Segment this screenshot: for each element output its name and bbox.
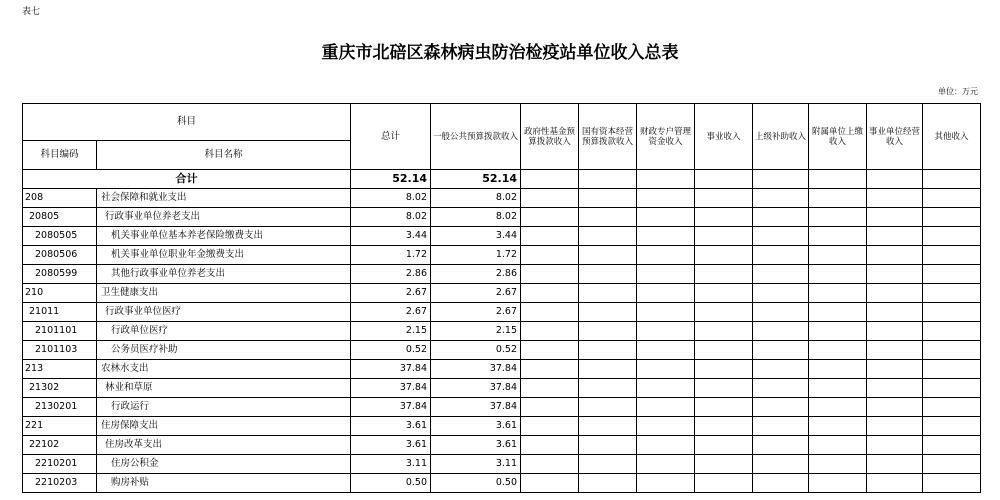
row-general-budget: 0.52 [431, 341, 521, 360]
subject-code: 221 [23, 417, 97, 436]
empty-cell [579, 303, 637, 322]
empty-cell [923, 474, 981, 493]
col-header-other-income: 其他收入 [923, 104, 981, 170]
empty-cell [521, 170, 579, 189]
empty-cell [695, 436, 753, 455]
table-row [23, 360, 981, 379]
empty-cell [867, 341, 923, 360]
empty-cell [867, 189, 923, 208]
empty-cell [637, 227, 695, 246]
subject-name: 卫生健康支出 [97, 284, 351, 303]
empty-cell [809, 360, 867, 379]
row-total: 1.72 [351, 246, 431, 265]
subject-code: 22102 [23, 436, 97, 455]
empty-cell [753, 379, 809, 398]
empty-cell [637, 398, 695, 417]
empty-cell [695, 455, 753, 474]
empty-cell [521, 322, 579, 341]
subject-code: 21011 [23, 303, 97, 322]
subject-name: 行政运行 [97, 398, 351, 417]
empty-cell [521, 474, 579, 493]
subject-code: 2101103 [23, 341, 97, 360]
empty-cell [637, 474, 695, 493]
name-header: 科目名称 [97, 141, 351, 170]
subject-code: 2210203 [23, 474, 97, 493]
empty-cell [753, 341, 809, 360]
row-general-budget: 37.84 [431, 360, 521, 379]
empty-cell [521, 208, 579, 227]
row-total: 8.02 [351, 208, 431, 227]
empty-cell [637, 341, 695, 360]
total-label: 合计 [23, 170, 351, 189]
empty-cell [695, 379, 753, 398]
empty-cell [809, 398, 867, 417]
table-row [23, 379, 981, 398]
empty-cell [579, 455, 637, 474]
subject-name: 住房保障支出 [97, 417, 351, 436]
row-general-budget: 1.72 [431, 246, 521, 265]
subject-name: 其他行政事业单位养老支出 [97, 265, 351, 284]
table-row [23, 455, 981, 474]
subject-code: 208 [23, 189, 97, 208]
empty-cell [867, 208, 923, 227]
empty-cell [867, 265, 923, 284]
empty-cell [521, 246, 579, 265]
subject-name: 机关事业单位职业年金缴费支出 [97, 246, 351, 265]
table-number-label: 表七 [22, 7, 41, 17]
empty-cell [521, 417, 579, 436]
table-row [23, 208, 981, 227]
table-row [23, 189, 981, 208]
subject-name: 行政事业单位养老支出 [97, 208, 351, 227]
row-general-budget: 37.84 [431, 379, 521, 398]
empty-cell [695, 341, 753, 360]
col-header-fund-budget: 政府性基金预算拨款收入 [521, 104, 579, 170]
empty-cell [923, 227, 981, 246]
table-row [23, 417, 981, 436]
empty-cell [579, 246, 637, 265]
empty-cell [521, 398, 579, 417]
empty-cell [695, 322, 753, 341]
empty-cell [753, 227, 809, 246]
empty-cell [809, 189, 867, 208]
empty-cell [923, 265, 981, 284]
empty-cell [695, 189, 753, 208]
empty-cell [521, 189, 579, 208]
subject-code: 2210201 [23, 455, 97, 474]
subject-name: 住房改革支出 [97, 436, 351, 455]
empty-cell [695, 303, 753, 322]
empty-cell [809, 303, 867, 322]
page-title: 重庆市北碚区森林病虫防治检疫站单位收入总表 [321, 43, 679, 63]
row-general-budget: 3.61 [431, 436, 521, 455]
empty-cell [637, 170, 695, 189]
income-summary-table [22, 103, 981, 493]
empty-cell [579, 284, 637, 303]
empty-cell [695, 284, 753, 303]
row-general-budget: 8.02 [431, 208, 521, 227]
empty-cell [695, 360, 753, 379]
empty-cell [809, 341, 867, 360]
empty-cell [753, 322, 809, 341]
row-total: 2.86 [351, 265, 431, 284]
empty-cell [579, 474, 637, 493]
empty-cell [923, 455, 981, 474]
row-total: 37.84 [351, 360, 431, 379]
empty-cell [521, 227, 579, 246]
empty-cell [637, 360, 695, 379]
empty-cell [695, 170, 753, 189]
empty-cell [867, 322, 923, 341]
table-row [23, 398, 981, 417]
empty-cell [695, 208, 753, 227]
row-total: 37.84 [351, 379, 431, 398]
empty-cell [753, 360, 809, 379]
empty-cell [579, 379, 637, 398]
empty-cell [637, 189, 695, 208]
row-general-budget: 2.15 [431, 322, 521, 341]
empty-cell [923, 417, 981, 436]
total-general-budget: 52.14 [431, 170, 521, 189]
row-general-budget: 2.67 [431, 284, 521, 303]
row-total: 3.44 [351, 227, 431, 246]
subject-header: 科目 [23, 104, 351, 141]
col-header-general-budget: 一般公共预算拨款收入 [431, 104, 521, 170]
empty-cell [637, 436, 695, 455]
col-header-affiliate-remit: 附属单位上缴收入 [809, 104, 867, 170]
empty-cell [753, 417, 809, 436]
table-row [23, 284, 981, 303]
subject-name: 行政单位医疗 [97, 322, 351, 341]
col-header-operating-income: 事业单位经营收入 [867, 104, 923, 170]
subject-code: 213 [23, 360, 97, 379]
row-total: 2.67 [351, 284, 431, 303]
empty-cell [867, 379, 923, 398]
table-row [23, 303, 981, 322]
subject-name: 公务员医疗补助 [97, 341, 351, 360]
empty-cell [521, 265, 579, 284]
row-general-budget: 0.50 [431, 474, 521, 493]
empty-cell [579, 170, 637, 189]
row-total: 3.61 [351, 417, 431, 436]
empty-cell [867, 227, 923, 246]
empty-cell [579, 341, 637, 360]
row-total: 3.61 [351, 436, 431, 455]
row-general-budget: 3.11 [431, 455, 521, 474]
empty-cell [923, 360, 981, 379]
row-general-budget: 8.02 [431, 189, 521, 208]
empty-cell [923, 189, 981, 208]
empty-cell [809, 417, 867, 436]
empty-cell [809, 436, 867, 455]
empty-cell [867, 303, 923, 322]
empty-cell [521, 436, 579, 455]
row-total: 0.52 [351, 341, 431, 360]
empty-cell [809, 227, 867, 246]
table-row [23, 474, 981, 493]
empty-cell [637, 303, 695, 322]
empty-cell [637, 246, 695, 265]
empty-cell [809, 379, 867, 398]
total-amount: 52.14 [351, 170, 431, 189]
empty-cell [637, 265, 695, 284]
empty-cell [753, 398, 809, 417]
table-row [23, 341, 981, 360]
empty-cell [867, 417, 923, 436]
row-total: 3.11 [351, 455, 431, 474]
empty-cell [521, 341, 579, 360]
empty-cell [809, 170, 867, 189]
empty-cell [809, 284, 867, 303]
empty-cell [753, 208, 809, 227]
row-general-budget: 37.84 [431, 398, 521, 417]
empty-cell [695, 246, 753, 265]
col-header-special-account: 财政专户管理资金收入 [637, 104, 695, 170]
empty-cell [521, 455, 579, 474]
subject-name: 购房补贴 [97, 474, 351, 493]
empty-cell [695, 227, 753, 246]
subject-name: 林业和草原 [97, 379, 351, 398]
row-total: 8.02 [351, 189, 431, 208]
empty-cell [695, 474, 753, 493]
empty-cell [637, 322, 695, 341]
empty-cell [753, 436, 809, 455]
empty-cell [809, 265, 867, 284]
subject-code: 210 [23, 284, 97, 303]
subject-code: 20805 [23, 208, 97, 227]
code-header: 科目编码 [23, 141, 97, 170]
empty-cell [923, 284, 981, 303]
subject-code: 2101101 [23, 322, 97, 341]
empty-cell [867, 284, 923, 303]
empty-cell [753, 189, 809, 208]
empty-cell [923, 303, 981, 322]
empty-cell [521, 379, 579, 398]
empty-cell [695, 265, 753, 284]
empty-cell [867, 360, 923, 379]
row-general-budget: 2.67 [431, 303, 521, 322]
empty-cell [579, 360, 637, 379]
empty-cell [809, 246, 867, 265]
table-row [23, 322, 981, 341]
empty-cell [579, 398, 637, 417]
empty-cell [753, 170, 809, 189]
table-row [23, 246, 981, 265]
subject-code: 2080599 [23, 265, 97, 284]
col-header-superior-subsidy: 上级补助收入 [753, 104, 809, 170]
row-total: 0.50 [351, 474, 431, 493]
empty-cell [579, 322, 637, 341]
row-general-budget: 2.86 [431, 265, 521, 284]
empty-cell [637, 417, 695, 436]
empty-cell [923, 379, 981, 398]
empty-cell [809, 208, 867, 227]
col-header-state-capital: 国有资本经营预算拨款收入 [579, 104, 637, 170]
subject-name: 农林水支出 [97, 360, 351, 379]
empty-cell [809, 455, 867, 474]
empty-cell [521, 284, 579, 303]
empty-cell [923, 170, 981, 189]
empty-cell [867, 436, 923, 455]
empty-cell [637, 455, 695, 474]
empty-cell [923, 436, 981, 455]
empty-cell [579, 189, 637, 208]
total-row [23, 170, 981, 189]
empty-cell [867, 455, 923, 474]
empty-cell [867, 398, 923, 417]
row-total: 2.67 [351, 303, 431, 322]
empty-cell [579, 436, 637, 455]
empty-cell [753, 303, 809, 322]
empty-cell [753, 265, 809, 284]
empty-cell [695, 417, 753, 436]
empty-cell [579, 208, 637, 227]
empty-cell [753, 246, 809, 265]
row-total: 2.15 [351, 322, 431, 341]
empty-cell [637, 284, 695, 303]
empty-cell [923, 398, 981, 417]
row-total: 37.84 [351, 398, 431, 417]
empty-cell [923, 246, 981, 265]
subject-code: 2130201 [23, 398, 97, 417]
empty-cell [695, 398, 753, 417]
subject-code: 21302 [23, 379, 97, 398]
empty-cell [521, 303, 579, 322]
row-general-budget: 3.44 [431, 227, 521, 246]
empty-cell [753, 455, 809, 474]
empty-cell [637, 208, 695, 227]
empty-cell [867, 246, 923, 265]
table-row [23, 436, 981, 455]
table-row [23, 227, 981, 246]
col-header-total: 总计 [351, 104, 431, 170]
empty-cell [923, 341, 981, 360]
subject-code: 2080505 [23, 227, 97, 246]
empty-cell [521, 360, 579, 379]
table-row [23, 265, 981, 284]
col-header-business-income: 事业收入 [695, 104, 753, 170]
empty-cell [809, 474, 867, 493]
empty-cell [923, 208, 981, 227]
empty-cell [579, 417, 637, 436]
empty-cell [579, 265, 637, 284]
empty-cell [753, 284, 809, 303]
empty-cell [867, 474, 923, 493]
subject-name: 住房公积金 [97, 455, 351, 474]
empty-cell [923, 322, 981, 341]
empty-cell [867, 170, 923, 189]
empty-cell [579, 227, 637, 246]
subject-name: 行政事业单位医疗 [97, 303, 351, 322]
subject-name: 社会保障和就业支出 [97, 189, 351, 208]
empty-cell [809, 322, 867, 341]
subject-name: 机关事业单位基本养老保险缴费支出 [97, 227, 351, 246]
empty-cell [753, 474, 809, 493]
subject-code: 2080506 [23, 246, 97, 265]
empty-cell [637, 379, 695, 398]
unit-label: 单位：万元 [938, 87, 978, 96]
row-general-budget: 3.61 [431, 417, 521, 436]
